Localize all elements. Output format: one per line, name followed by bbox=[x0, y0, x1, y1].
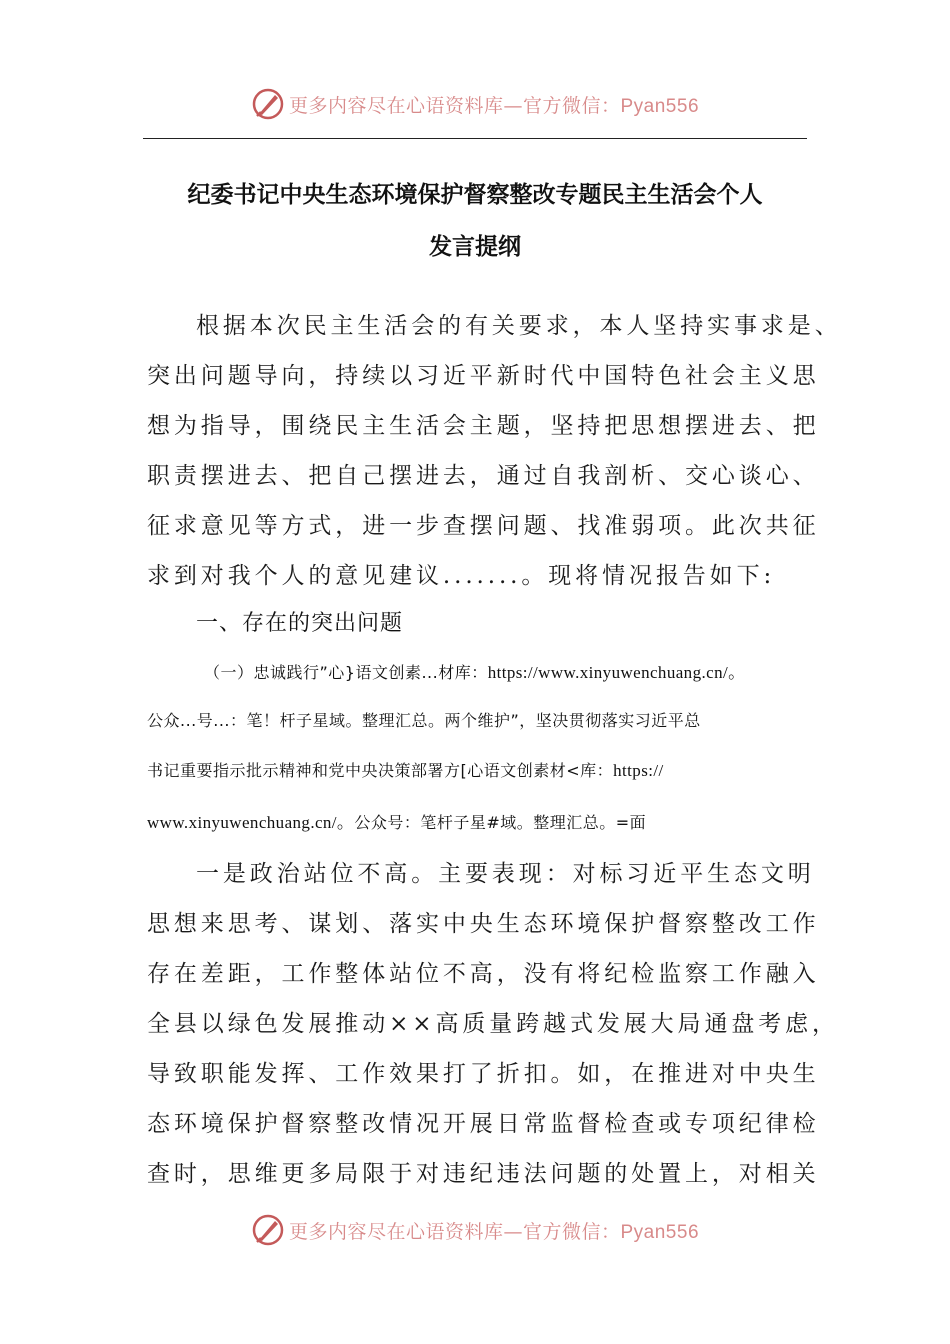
paragraph-line: 思想来思考、谋划、落实中央生态环境保护督察整改工作 bbox=[147, 911, 820, 937]
paragraph-line: 导致职能发挥、工作效果打了折扣。如，在推进对中央生 bbox=[147, 1061, 820, 1087]
source-url: https:// bbox=[613, 761, 664, 780]
section-heading: 一、存在的突出问题 bbox=[196, 611, 404, 636]
paragraph-line: 一是政治站位不高。主要表现：对标习近平生态文明 bbox=[196, 861, 815, 887]
watermark-handle: Pyan556 bbox=[620, 1221, 700, 1243]
paragraph-line: 查时，思维更多局限于对违纪违法问题的处置上，对相关 bbox=[147, 1161, 820, 1187]
paragraph-line: 征求意见等方式，进一步查摆问题、找准弱项。此次共征 bbox=[147, 513, 820, 539]
document-title: 纪委书记中央生态环境保护督察整改专题民主生活会个人 bbox=[187, 181, 763, 208]
header-rule bbox=[143, 138, 807, 139]
source-url: https://www.xinyuwenchuang.cn/。 bbox=[487, 663, 746, 682]
quill-logo-icon bbox=[251, 1213, 285, 1247]
paragraph-line: 突出问题导向，持续以习近平新时代中国特色社会主义思 bbox=[147, 363, 820, 389]
paragraph-line: 求到对我个人的意见建议.......。现将情况报告如下: bbox=[147, 563, 776, 589]
subsection-line: 公众...号...：笔！杆子星域。整理汇总。两个维护”，坚决贯彻落实习近平总 bbox=[147, 711, 701, 730]
paragraph-line: 全县以绿色发展推动××高质量跨越式发展大局通盘考虑， bbox=[147, 1011, 839, 1037]
subsection-line: www.xinyuwenchuang.cn/。公众号：笔杆子星#域。整理汇总。=面 bbox=[147, 813, 647, 832]
paragraph-line: 想为指导，围绕民主生活会主题，坚持把思想摆进去、把 bbox=[147, 413, 820, 439]
watermark-text: 更多内容尽在心语资料库—官方微信：Pyan556 bbox=[288, 94, 700, 117]
paragraph-line: 职责摆进去、把自己摆进去，通过自我剖析、交心谈心、 bbox=[147, 463, 820, 489]
paragraph-line: 根据本次民主生活会的有关要求，本人坚持实事求是、 bbox=[196, 313, 842, 339]
header-watermark bbox=[0, 84, 950, 124]
subsection-line: 书记重要指示批示精神和党中央决策部署方[心语文创素材<库：https:// bbox=[147, 761, 664, 780]
watermark-text: 更多内容尽在心语资料库—官方微信：Pyan556 bbox=[288, 1220, 700, 1243]
subsection-line: （一）忠诚践行”心}语文创素...材库：https://www.xinyuwenchuang.cn/。 bbox=[204, 663, 746, 682]
paragraph-line: 存在差距，工作整体站位不高，没有将纪检监察工作融入 bbox=[147, 961, 820, 987]
quill-logo-icon bbox=[251, 87, 285, 121]
source-url: www.xinyuwenchuang.cn/。 bbox=[147, 813, 355, 832]
paragraph-line: 态环境保护督察整改情况开展日常监督检查或专项纪律检 bbox=[147, 1111, 820, 1137]
watermark-handle: Pyan556 bbox=[620, 95, 700, 117]
footer-watermark bbox=[0, 1210, 950, 1250]
document-title-line2: 发言提纲 bbox=[429, 233, 521, 260]
